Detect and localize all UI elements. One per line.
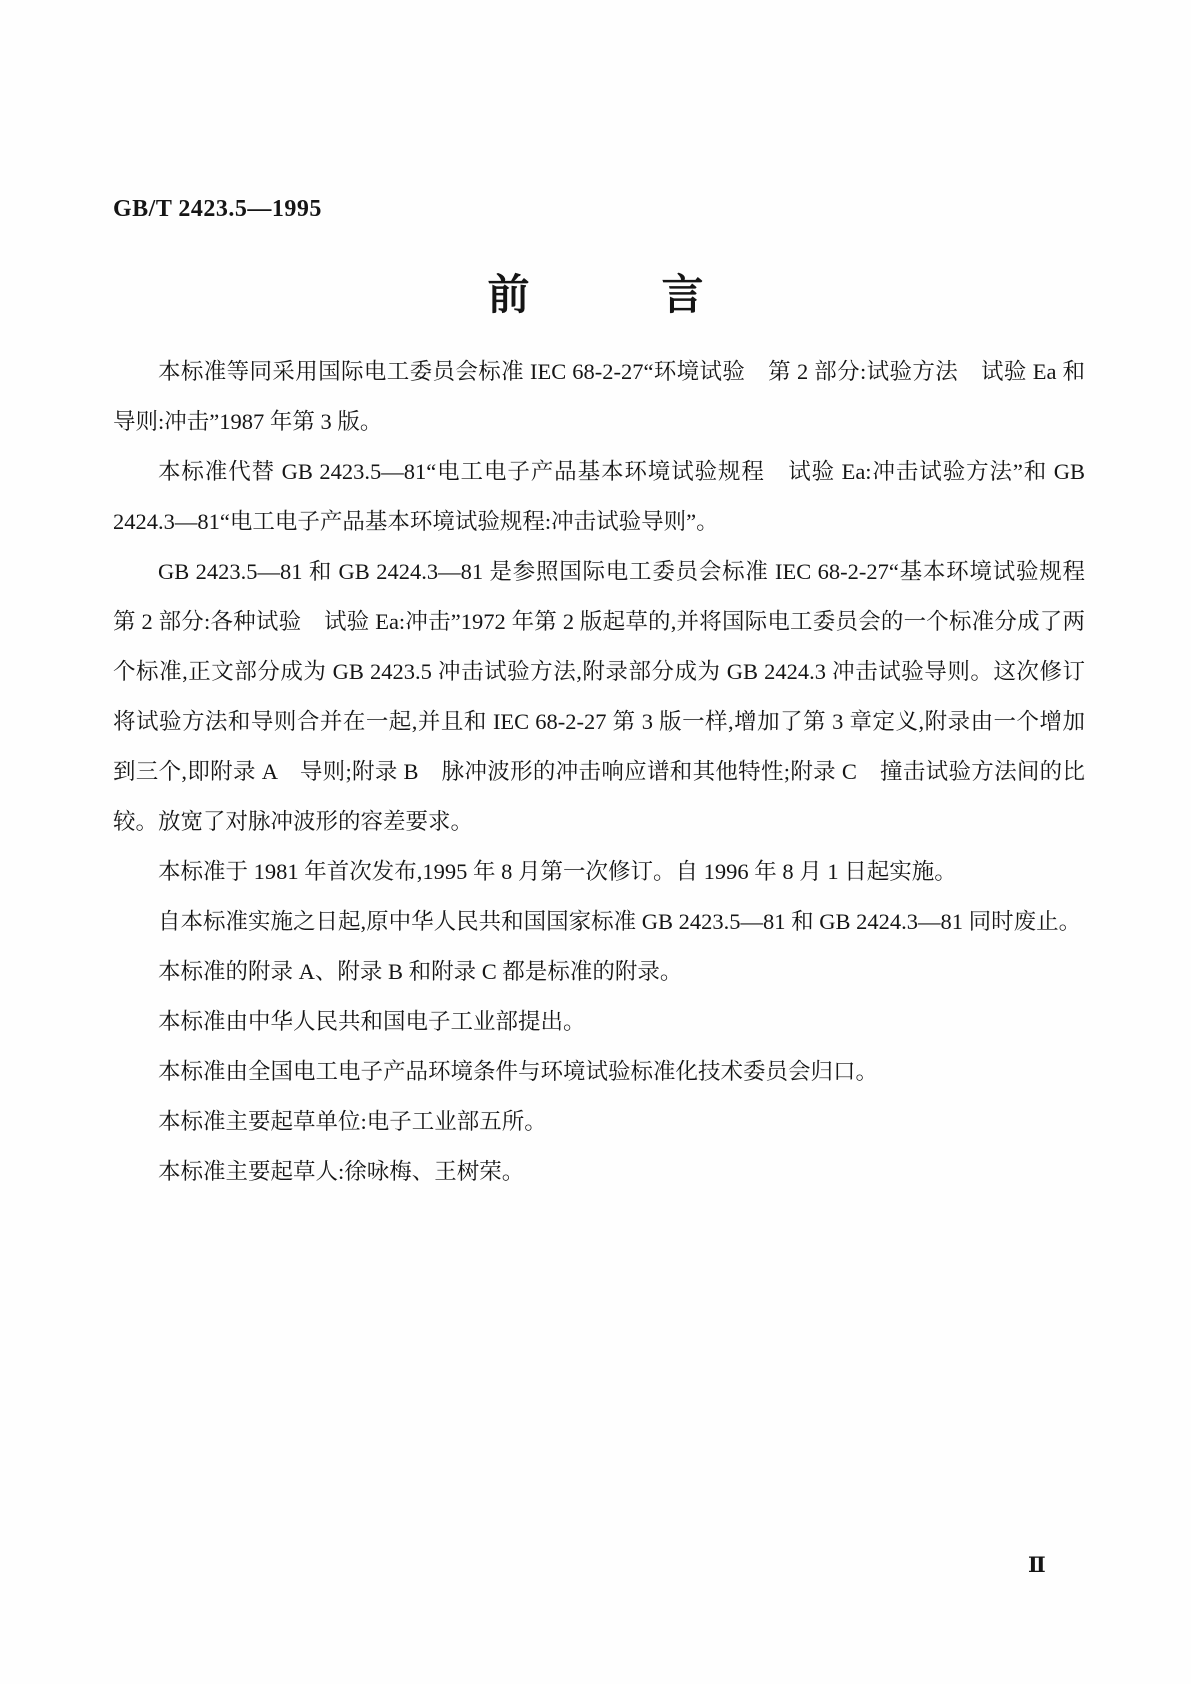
foreword-body (113, 347, 1108, 1197)
standard-number: GB/T 2423.5—1995 (113, 196, 322, 222)
page-number: Ⅱ (1028, 1553, 1046, 1577)
page-title-char-1: 前 (487, 273, 530, 319)
page-title (0, 262, 1191, 322)
paragraph: 本标准的附录 A、附录 B 和附录 C 都是标准的附录。 (158, 959, 683, 984)
paragraph: 本标准等同采用国际电工委员会标准 IEC 68-2-27“环境试验 第 2 部分:试验方法 试验 Ea 和导则:冲击”1987 年第 3 版。 (113, 359, 1085, 434)
page-title-char-2: 言 (661, 273, 704, 319)
paragraph: 本标准主要起草单位:电子工业部五所。 (158, 1109, 547, 1134)
paragraph: 本标准由中华人民共和国电子工业部提出。 (158, 1009, 586, 1034)
paragraph: 自本标准实施之日起,原中华人民共和国国家标准 GB 2423.5—81 和 GB 2424.3—81 同时废止。 (158, 909, 1082, 934)
paragraph: 本标准由全国电工电子产品环境条件与环境试验标准化技术委员会归口。 (158, 1059, 879, 1084)
paragraph: 本标准代替 GB 2423.5—81“电工电子产品基本环境试验规程 试验 Ea:冲击试验方法”和 GB 2424.3—81“电工电子产品基本环境试验规程:冲击试验导则”。 (113, 459, 1085, 534)
paragraph: 本标准于 1981 年首次发布,1995 年 8 月第一次修订。自 1996 年 8 月 1 日起实施。 (158, 859, 957, 884)
paragraph: 本标准主要起草人:徐咏梅、王树荣。 (158, 1159, 525, 1184)
paragraph: GB 2423.5—81 和 GB 2424.3—81 是参照国际电工委员会标准 IEC 68-2-27“基本环境试验规程 第 2 部分:各种试验 试验 Ea:冲击”1972 年第 2 版起草的,并将国际电工委员会的一个标准分成了两个标准,正文部分成为 GB 2423.5 冲击试验方法,附录部分成为 GB 2424.3 冲击试验导则。这次修订将试验方法和导则合并在一起,并且和 IEC 68-2-27 第 3 版一样,增加了第 3 章定义,附录由一个增加到三个,即附录 A 导则;附录 B 脉冲波形的冲击响应谱和其他特性;附录 C 撞击试验方法间的比较。放宽了对脉冲波形的容差要求。 (113, 559, 1108, 834)
